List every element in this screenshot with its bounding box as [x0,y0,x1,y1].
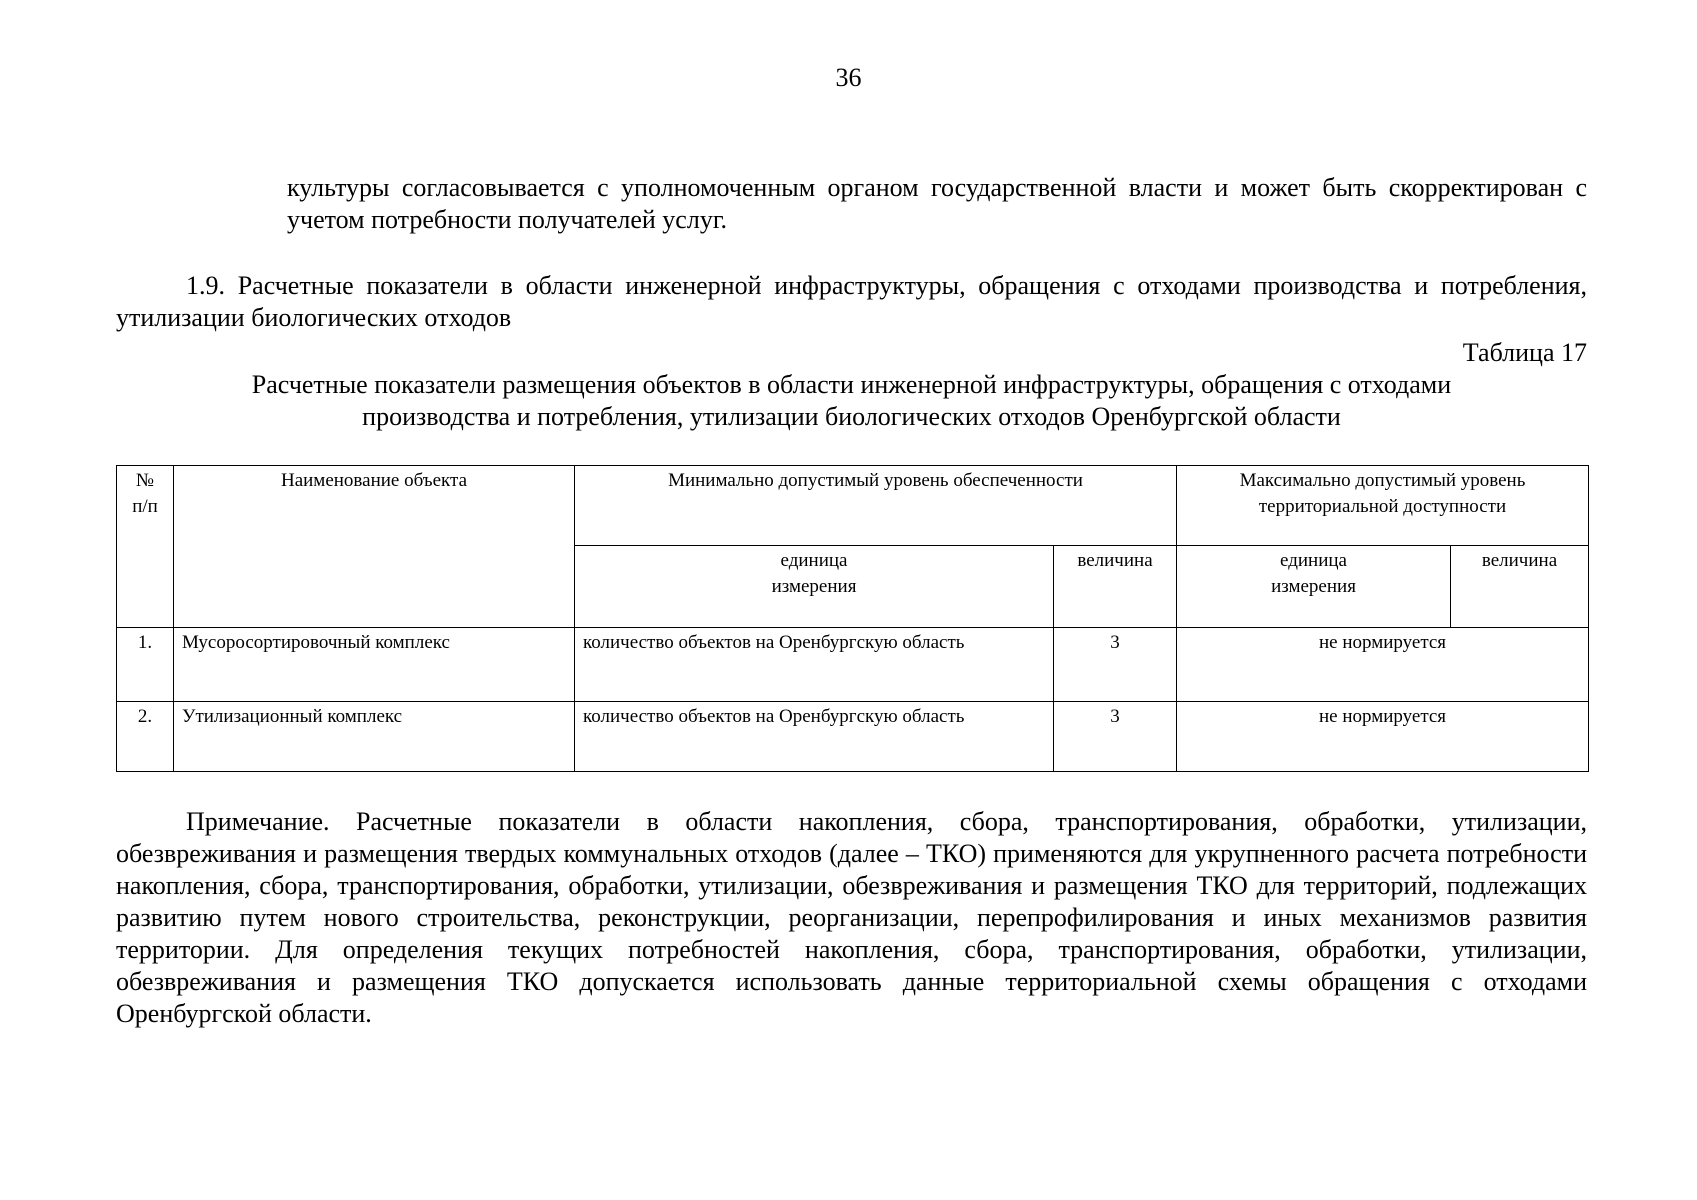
table-row [117,628,1589,702]
row-access: не нормируется [1177,702,1589,772]
row-name: Мусоросортировочный комплекс [174,628,575,702]
table-row [117,702,1589,772]
table-title-line-2: производства и потребления, утилизации биологических отходов Оренбургской области [362,402,1341,431]
table-number: Таблица 17 [1462,338,1587,367]
header-value-2: величина [1451,546,1589,628]
table-title [116,369,1587,433]
row-access: не нормируется [1177,628,1589,702]
row-value: 3 [1054,702,1177,772]
intro-paragraph: культуры согласовывается с уполномоченным органом государственной власти и может быть скорректирован с учетом потребности получателей услуг. [287,173,1587,234]
table-header-row [117,466,1589,546]
header-unit-2: единица измерения [1177,546,1451,628]
page-number: 36 [835,63,862,92]
row-value: 3 [1054,628,1177,702]
header-unit: единица измерения [575,546,1054,628]
header-name: Наименование объекта [174,466,575,628]
row-name: Утилизационный комплекс [174,702,575,772]
header-value: величина [1054,546,1177,628]
table-title-line-1: Расчетные показатели размещения объектов в области инженерной инфраструктуры, обращения с отходами [251,370,1452,399]
row-num: 1. [117,628,174,702]
indicators-table [116,465,1589,772]
header-max-level: Максимально допустимый уровень территориальной доступности [1177,466,1589,546]
note-paragraph: Примечание. Расчетные показатели в области накопления, сбора, транспортирования, обработки, утилизации, обезвреживания и размещения твердых коммунальных отходов (далее – ТКО) применяются для укрупненного расчета потребности накопления, сбора, транспортирования, обработки, утилизации, обезвреживания и размещения ТКО для территорий, подлежащих развитию путем нового строительства, реконструкции, реорганизации, перепрофилирования и иных механизмов развития территории. Для определения текущих потребностей накопления, сбора, транспортирования, обработки, утилизации, обезвреживания и размещения ТКО допускается использовать данные территориальной схемы обращения с отходами Оренбургской области. [116,807,1587,1028]
header-num: № п/п [117,466,174,628]
section-heading-paragraph: 1.9. Расчетные показатели в области инженерной инфраструктуры, обращения с отходами производства и потребления, утилизации биологических отходов [116,271,1587,332]
row-unit: количество объектов на Оренбургскую область [575,628,1054,702]
header-min-level: Минимально допустимый уровень обеспеченности [575,466,1177,546]
row-unit: количество объектов на Оренбургскую область [575,702,1054,772]
row-num: 2. [117,702,174,772]
